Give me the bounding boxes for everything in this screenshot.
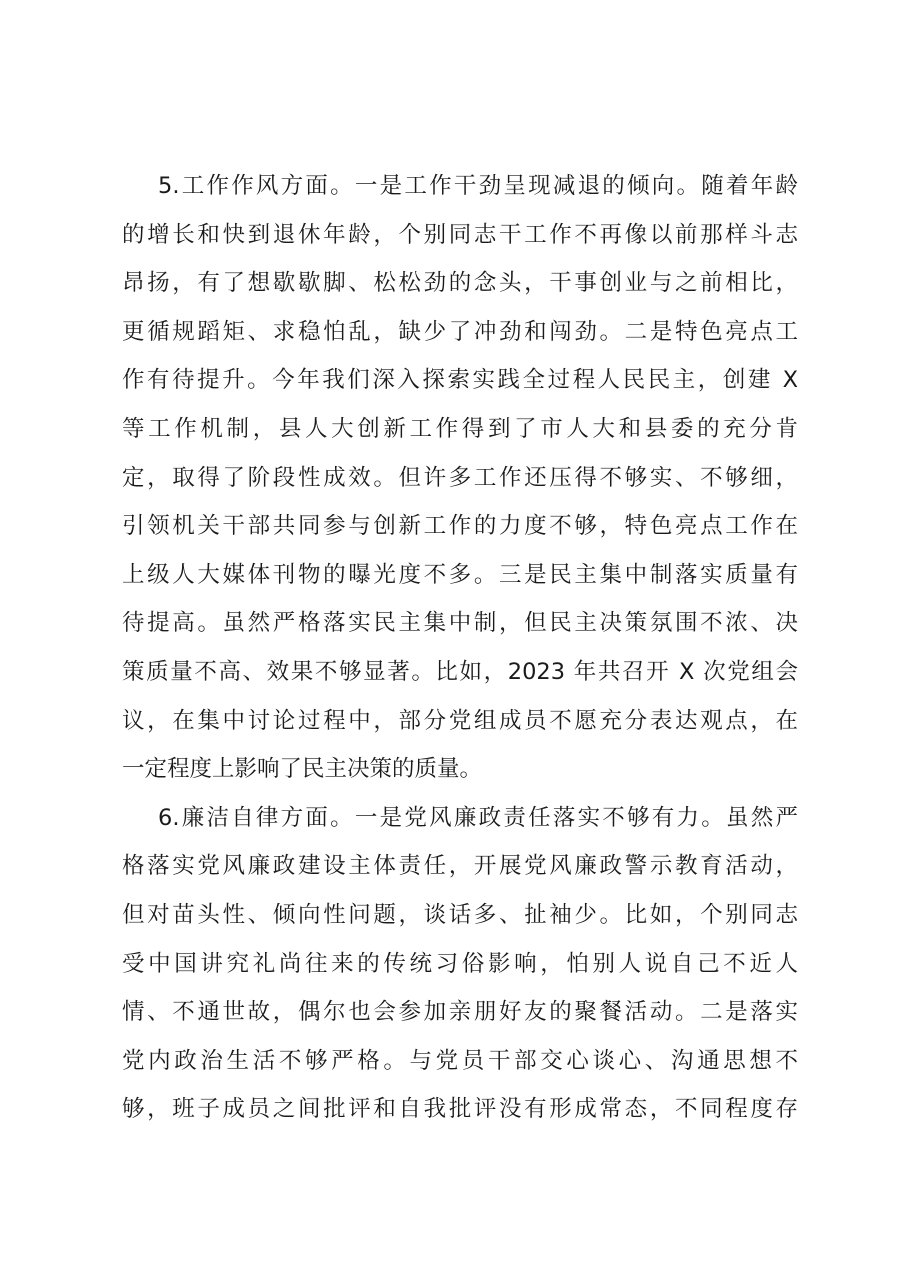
paragraph-6-line: 格落实党风廉政建设主体责任，开展党风廉政警示教育活动，: [122, 853, 798, 880]
paragraph-5-line: 等工作机制，县人大创新工作得到了市人大和县委的充分肯: [122, 415, 798, 442]
paragraph-6-line: 够，班子成员之间批评和自我批评没有形成常态，不同程度存: [122, 1096, 798, 1123]
paragraph-5-line: 定，取得了阶段性成效。但许多工作还压得不够实、不够细，: [122, 464, 798, 491]
paragraph-5-line: 一定程度上影响了民主决策的质量。: [122, 756, 483, 783]
paragraph-5-line: 策质量不高、效果不够显著。比如，2023 年共召开 X 次党组会: [122, 658, 798, 685]
paragraph-6-line: 6.廉洁自律方面。一是党风廉政责任落实不够有力。虽然严: [158, 804, 798, 831]
paragraph-5-line: 5.工作作风方面。一是工作干劲呈现减退的倾向。随着年龄: [158, 173, 798, 199]
paragraph-5-line: 议，在集中讨论过程中，部分党组成员不愿充分表达观点，在: [122, 707, 798, 734]
paragraph-5-line: 作有待提升。今年我们深入探索实践全过程人民民主，创建 X: [122, 367, 798, 394]
paragraph-5-line: 引领机关干部共同参与创新工作的力度不够，特色亮点工作在: [122, 513, 798, 540]
paragraph-5-line: 更循规蹈矩、求稳怕乱，缺少了冲劲和闯劲。二是特色亮点工: [122, 318, 798, 345]
paragraph-6-line: 受中国讲究礼尚往来的传统习俗影响，怕别人说自己不近人: [122, 950, 798, 977]
paragraph-5-line: 待提高。虽然严格落实民主集中制，但民主决策氛围不浓、决: [122, 610, 798, 637]
paragraph-5-line: 的增长和快到退休年龄，个别同志干工作不再像以前那样斗志: [122, 221, 798, 248]
paragraph-6-line: 党内政治生活不够严格。与党员干部交心谈心、沟通思想不: [122, 1047, 798, 1074]
paragraph-6-line: 但对苗头性、倾向性问题，谈话多、扯袖少。比如，个别同志: [122, 901, 798, 928]
paragraph-5-line: 上级人大媒体刊物的曝光度不多。三是民主集中制落实质量有: [122, 561, 798, 588]
paragraph-5-line: 昂扬，有了想歇歇脚、松松劲的念头，干事创业与之前相比，: [122, 270, 798, 297]
document-body: [122, 162, 798, 1134]
paragraph-6-line: 情、不通世故，偶尔也会参加亲朋好友的聚餐活动。二是落实: [122, 999, 798, 1026]
